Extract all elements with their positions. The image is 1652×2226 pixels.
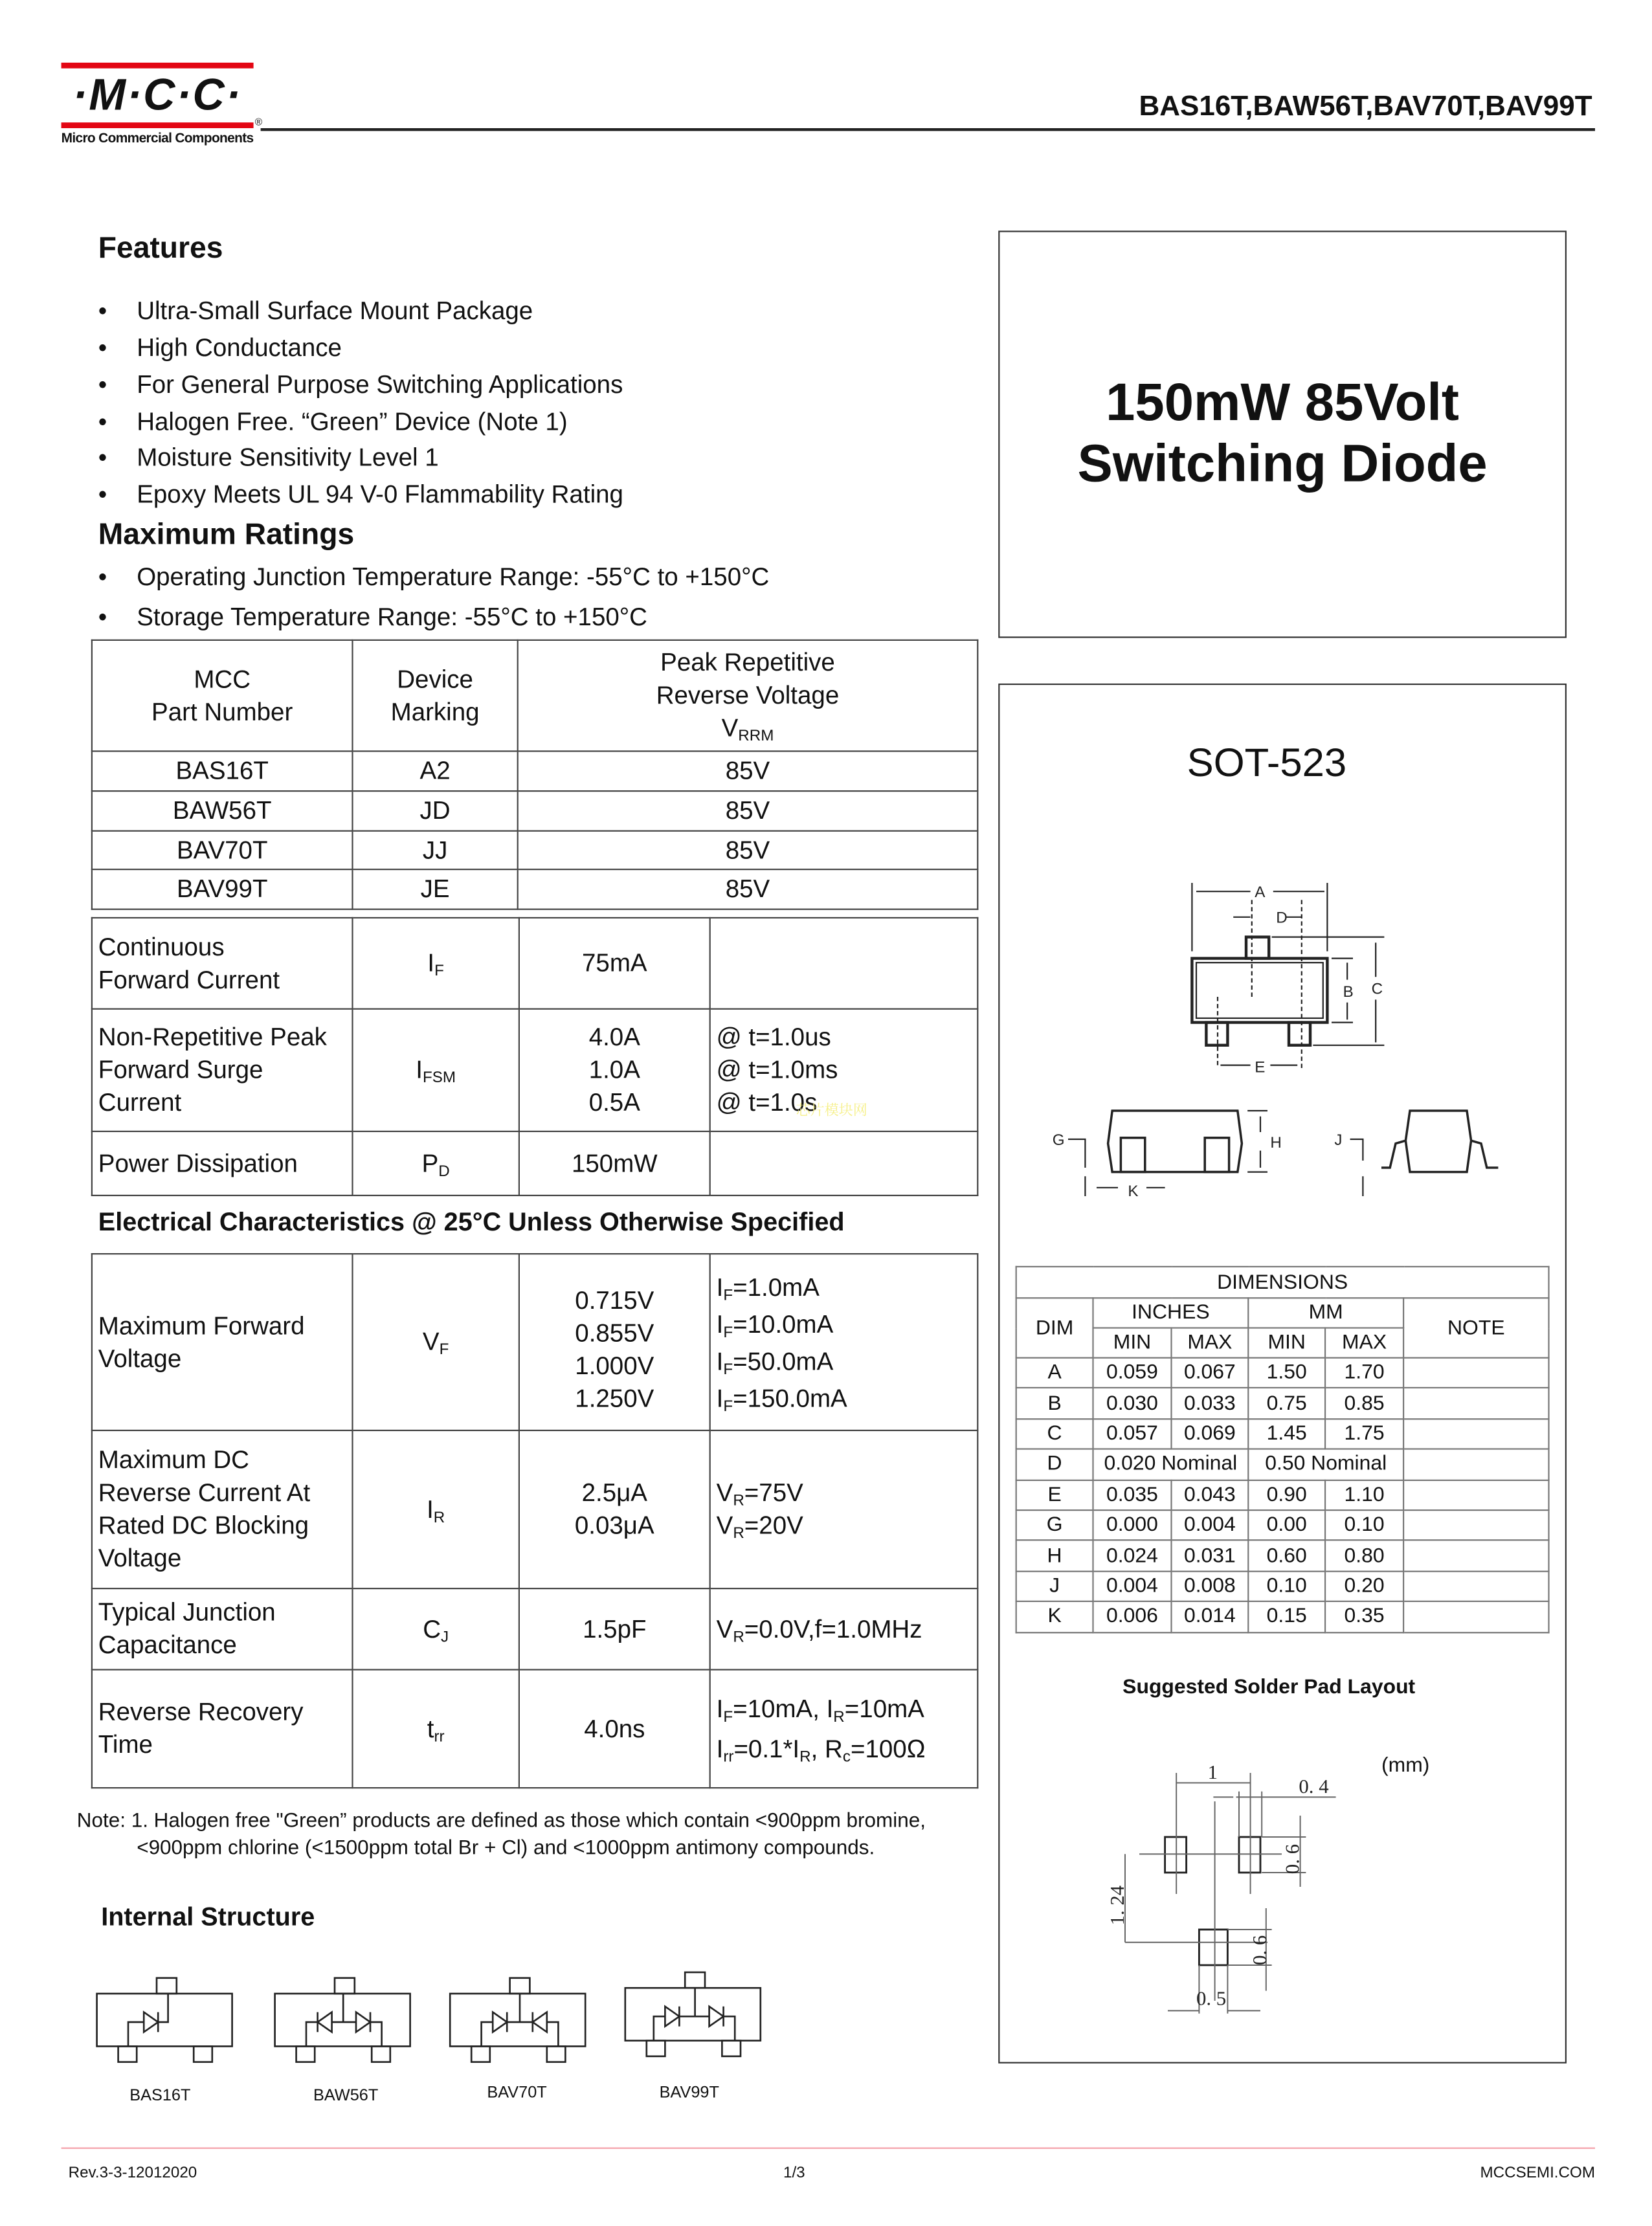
condition-text: I <box>716 1383 724 1412</box>
table-row: Maximum Forward Voltage $V_F$ 0.715V 0.855V 1.000V 1.250V $I_F=1.0mA$ $I_F=10.0mA$ $I_F=50.0mA$ $I_F=150.0mA$ <box>92 1254 977 1430</box>
table-row: Maximum DC Reverse Current At Rated DC Blocking Voltage $I_R$ 2.5μA 0.03μA $V_R=75V$ $V_R=20V$ <box>92 1430 977 1588</box>
marking-table <box>91 640 979 910</box>
structure-label-bav99t: BAV99T <box>659 2084 719 2102</box>
note-line-2: <900ppm chlorine (<1500ppm total Br + Cl) and <1000ppm antimony compounds. <box>137 1837 875 1860</box>
subscript: R <box>733 1492 744 1509</box>
condition-text: V <box>716 1478 733 1507</box>
condition-text: I <box>716 1309 724 1338</box>
test-condition <box>717 1342 977 1379</box>
structure-label-bav70t: BAV70T <box>487 2084 547 2102</box>
condition-text: =150.0mA <box>733 1383 847 1412</box>
table-row: G 0.000 0.004 0.00 0.10 <box>1016 1510 1549 1541</box>
internal-structure-diagrams <box>85 1965 783 2072</box>
electrical-table <box>91 1253 979 1788</box>
watermark: 芯片模块网 <box>796 1104 867 1120</box>
condition-text: V <box>716 1614 733 1643</box>
package-name: SOT-523 <box>1187 740 1347 785</box>
subscript: F <box>723 1361 733 1378</box>
subscript: R <box>733 1525 744 1542</box>
subscript: F <box>723 1323 733 1341</box>
condition-text: , R <box>810 1734 843 1763</box>
dim-label-k: K <box>1128 1183 1139 1200</box>
pad3-height-label: 0. 6 <box>1248 1935 1271 1965</box>
test-condition <box>717 1689 977 1729</box>
subscript: rr <box>723 1748 734 1766</box>
internal-structure-heading: Internal Structure <box>101 1902 315 1931</box>
pad-width-label: 0. 4 <box>1299 1775 1329 1797</box>
package-outline-drawing <box>1040 871 1524 1213</box>
logo-subtitle: Micro Commercial Components <box>61 131 254 147</box>
bav70t-schematic <box>450 1978 585 2062</box>
dim-label-g: G <box>1052 1131 1065 1149</box>
test-condition <box>717 1476 977 1509</box>
footer-divider <box>61 2148 1595 2149</box>
subscript: F <box>723 1286 733 1304</box>
baw56t-schematic <box>275 1978 410 2062</box>
table-row: Typical Junction Capacitance $C_J$ 1.5pF $V_R=0.0V,f=1.0MHz$ <box>92 1588 977 1669</box>
table-row: BAW56T JD 85V <box>92 791 977 831</box>
part-numbers-title: BAS16T,BAW56T,BAV70T,BAV99T <box>1139 91 1592 123</box>
features-heading: Features <box>98 232 223 265</box>
table-row: BAV70T JJ 85V <box>92 831 977 869</box>
note-line-1: Note: 1. Halogen free "Green” products are defined as those which contain <900ppm bromine, <box>76 1810 926 1833</box>
dim-label-d: D <box>1276 909 1288 927</box>
test-condition <box>717 1305 977 1342</box>
registered-mark: ® <box>254 118 263 128</box>
solder-pad-unit: (mm) <box>1381 1754 1430 1777</box>
pad3-width-label: 0. 5 <box>1196 1987 1227 2010</box>
subscript: R <box>833 1709 845 1726</box>
mcc-logo <box>61 63 261 151</box>
logo-text: ·M·C·C· <box>73 69 242 120</box>
solder-pad-title: Suggested Solder Pad Layout <box>1122 1676 1416 1699</box>
max-ratings-heading: Maximum Ratings <box>98 518 355 551</box>
revision-text: Rev.3-3-12012020 <box>68 2165 197 2182</box>
dim-label-b: B <box>1343 983 1354 1001</box>
condition-text: =50.0mA <box>733 1346 834 1375</box>
condition-text: =1.0mA <box>733 1272 820 1301</box>
row-spacing-label: 1. 24 <box>1106 1885 1128 1926</box>
condition-text: =10.0mA <box>733 1309 834 1338</box>
page-number: 1/3 <box>783 2165 805 2182</box>
website-link[interactable]: MCCSEMI.COM <box>1480 2165 1595 2182</box>
title-line-1: 150mW 85Volt <box>1106 373 1460 432</box>
table-row: C 0.057 0.069 1.45 1.75 <box>1016 1419 1549 1449</box>
table-row: D 0.020 Nominal 0.50 Nominal <box>1016 1449 1549 1480</box>
table-row: Reverse Recovery Time $t_{rr}$ 4.0ns $I_F=10mA$, $I_R=10mA$ $I_{rr}=0.1*I_R$, $R_c=100\Omega$ <box>92 1670 977 1788</box>
condition-text: =0.0V,f=1.0MHz <box>744 1614 922 1643</box>
datasheet-page: ·M·C·C· ® Micro Commercial Components BAS16T,BAW56T,BAV70T,BAV99T Features • Ultra-Small Surface Mount Package • High Conductance • For General Purpose Switching Applications • Halogen Free. “Green” Device (Note 1) • Moisture Sensitivity Level 1 • Epoxy Meets UL 94 V-0 Flammability Rating Maximum Ratings • Operating Junction Temperature Range: -55°C to +150°C • Storage Temperature Range: -55°C to +150°C MCC Part Number Device Marking Peak Repetitive Reverse Voltage $V_{RRM}$ BAS16T A2 85V BAW56T JD 85V BAV70T JJ 85V BAV99T JE 85V Continuous Forward Current $I_F$ 75mA Non-Repetitive Peak Forward Surge Current $I_{FSM}$ 4.0A 1.0A 0.5A @ t=1.0us @ t=1.0ms @ t=1.0s 芯片模块网 Power Dissipation $P_D$ 150mW Electrical Characteristics @ 25°C Unless Otherwise Specified Maximum Forward Voltage $V_F$ 0.715V 0.855V 1.000V 1.250V $I_F=1.0mA$ $I_F=10.0mA$ $I_F=50.0mA$ $I_F=150.0mA$ Maximum DC Reverse Current At Rated DC Blocking Voltage $I_R$ 2.5μA 0.03μA $V_R=75V$ $V_R=20V$ Typical Junction Capacitance $C_J$ 1.5pF $V_R=0.0V,f=1.0MHz$ Reverse Recovery Time $t_{rr}$ 4.0ns $I_F=10mA$, $I_R=10mA$ $I_{rr}=0.1*I_R$, $R_c=100\Omega$ Note: 1. Halogen free "Green” products are defined as those which contain <900ppm bromine, <900ppm chlorine (<1500ppm total Br + Cl) and <1000ppm antimony compounds. Internal Structure BAS16T BAW56T BAV70T BAV99T 150mW 85Volt Switching Diode SOT-523 A D B C E G H K J DIMENSIONS DIM INCHES MM NOTE MIN MAX MIN MAX A 0.059 0.067 1.50 1.70 B 0.030 0.033 0.75 0.85 C 0.057 0.069 1.45 1.75 D 0.020 Nominal 0.50 Nominal E 0.035 0.043 0.90 1.10 G 0.000 0.004 0.00 0.10 H 0.024 0.031 0.60 0.80 J 0.004 0.008 0.10 0.20 K 0.006 0.014 0.15 0.35 Suggested Solder Pad Layout (mm) 1 0. 4 0. 6 1. 24 0. 6 0. 5 Rev.3-3-12012020 1/3 MCCSEMI.COM <box>0 0 1652 2226</box>
condition-text: =20V <box>744 1511 803 1540</box>
subscript: F <box>723 1397 733 1415</box>
table-header-row: MCC Part Number Device Marking Peak Repetitive Reverse Voltage $V_{RRM}$ <box>92 640 977 751</box>
pad-height-label: 0. 6 <box>1281 1843 1304 1875</box>
table-row: BAS16T A2 85V <box>92 751 977 792</box>
condition-text: =0.1*I <box>733 1734 800 1763</box>
solder-pad-drawing <box>1082 1749 1367 2027</box>
bas16t-schematic <box>97 1978 232 2062</box>
dim-label-j: J <box>1334 1131 1343 1149</box>
table-row: E 0.035 0.043 0.90 1.10 <box>1016 1480 1549 1510</box>
electrical-heading: Electrical Characteristics @ 25°C Unless Otherwise Specified <box>98 1207 845 1236</box>
table-row: A 0.059 0.067 1.50 1.70 <box>1016 1358 1549 1388</box>
table-row: Power Dissipation $P_D$ 150mW <box>92 1131 977 1196</box>
table-row: Continuous Forward Current $I_F$ 75mA <box>92 918 977 1009</box>
condition-text: I <box>716 1346 724 1375</box>
subscript: c <box>842 1748 851 1766</box>
condition-text: V <box>716 1511 733 1540</box>
structure-label-bas16t: BAS16T <box>129 2087 191 2105</box>
condition-text: I <box>716 1695 724 1723</box>
table-row: H 0.024 0.031 0.60 0.80 <box>1016 1541 1549 1571</box>
test-condition <box>717 1729 977 1769</box>
structure-label-baw56t: BAW56T <box>313 2087 379 2105</box>
condition-text: =10mA, I <box>733 1695 834 1723</box>
dim-label-a: A <box>1255 884 1266 901</box>
ratings-table <box>91 917 979 1196</box>
test-condition <box>717 1613 977 1646</box>
table-row: B 0.030 0.033 0.75 0.85 <box>1016 1388 1549 1419</box>
table-row: BAV99T JE 85V <box>92 869 977 909</box>
dim-label-e: E <box>1255 1058 1266 1076</box>
subscript: R <box>799 1748 811 1766</box>
dim-label-h: H <box>1270 1134 1282 1152</box>
header-divider <box>261 128 1595 130</box>
table-row: J 0.004 0.008 0.10 0.20 <box>1016 1571 1549 1601</box>
subscript: R <box>733 1628 744 1646</box>
condition-text: =100Ω <box>850 1734 926 1763</box>
table-row: Non-Repetitive Peak Forward Surge Current $I_{FSM}$ 4.0A 1.0A 0.5A @ t=1.0us @ t=1.0ms @ t=1.0s 芯片模块网 <box>92 1009 977 1131</box>
title-box <box>998 230 1567 638</box>
bav99t-schematic <box>625 1972 761 2056</box>
condition-text: I <box>716 1272 724 1301</box>
test-condition <box>717 1268 977 1305</box>
condition-text: I <box>716 1734 724 1763</box>
dimensions-title: DIMENSIONS <box>1016 1267 1549 1298</box>
dim-label-c: C <box>1371 980 1383 998</box>
subscript: F <box>723 1709 733 1726</box>
condition-text: =75V <box>744 1478 803 1507</box>
pad-pitch-label: 1 <box>1207 1761 1218 1783</box>
title-line-2: Switching Diode <box>1077 434 1488 493</box>
dimensions-table: DIMENSIONS DIM INCHES MM NOTE MIN MAX MIN MAX A 0.059 0.067 1.50 1.70 B 0.030 0.033 0.75 0.85 C 0.057 0.069 1.45 1.75 D 0.020 Nominal 0.50 Nominal E 0.035 0.043 0.90 1.10 G 0.000 0.004 0.00 0.10 H 0.024 0.031 0.60 0.80 J 0.004 0.008 0.10 0.20 K 0.006 0.014 0.15 0.35 <box>1016 1266 1550 1633</box>
condition-text: =10mA <box>844 1695 924 1723</box>
test-condition <box>717 1509 977 1542</box>
test-condition <box>717 1379 977 1416</box>
table-row: K 0.006 0.014 0.15 0.35 <box>1016 1601 1549 1632</box>
